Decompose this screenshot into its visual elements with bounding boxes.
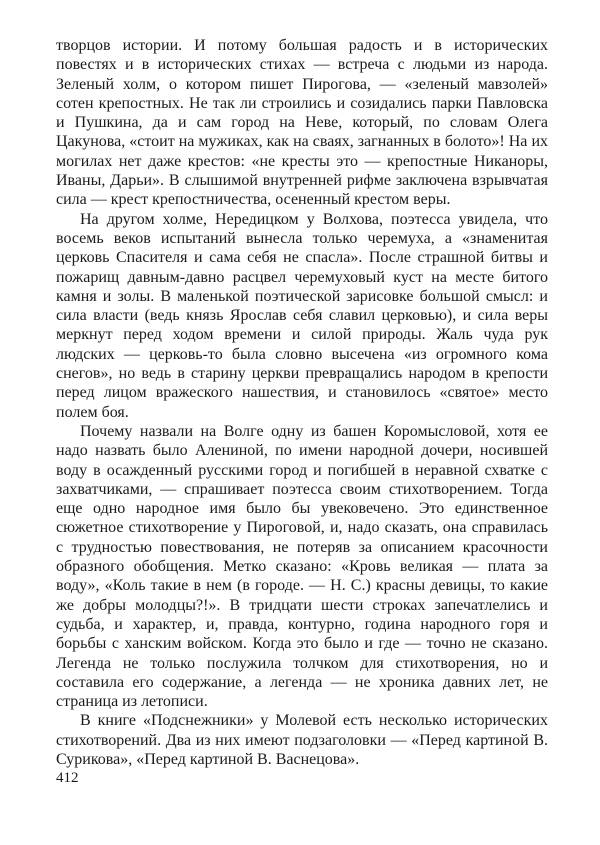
page-number: 412 bbox=[56, 770, 79, 786]
page-body bbox=[56, 36, 548, 769]
paragraph-2: На другом холме, Нередицком у Волхова, поэтесса увидела, что восемь веков испытаний вынесла только черемуха, а «знаменитая церковь Спасителя и сама себя не спасла». После страшной битвы и пожарищ давным-давно расцвел черемуховый куст на месте битого камня и золы. В маленькой поэтической зарисовке большой смысл: и сила власти (ведь князь Ярослав себя славил церковью), и сила веры меркнут перед ходом времени и силой природы. Жаль чуда рук людских — церковь-то была словно высечена «из огромного кома снегов», но ведь в старину церкви превращались народом в крепости перед лицом вражеского нашествия, и становилось «святое» место полем боя. bbox=[56, 210, 548, 421]
paragraph-3: Почему назвали на Волге одну из башен Коромысловой, хотя ее надо назвать было Алениной, по имени народной дочери, носившей воду в осажденный русскими город и погибшей в неравной схватке с захватчиками, — спрашивает поэтесса своим стихотворением. Тогда еще одно народное имя было бы увековечено. Это единственное сюжетное стихотворение у Пироговой, и, надо сказать, она справилась с трудностью повествования, не потеряв за описанием красочности образного обобщения. Метко сказано: «Кровь великая — плата за воду», «Коль такие в нем (в городе. — Н. С.) красны девицы, то какие же добры молодцы?!». В тридцати шести строках запечатлелись и судьба, и характер, и, правда, контурно, година народного горя и борьбы с ханским войском. Когда это было и где — точно не сказано. Легенда не только послужила толчком для стихотворения, но и составила его содержание, а легенда — не хроника давних лет, не страница из летописи. bbox=[56, 422, 548, 711]
paragraph-4: В книге «Подснежники» у Молевой есть несколько исторических стихотворений. Два из них имеют подзаголовки — «Перед картиной В. Сурикова», «Перед картиной В. Васнецова». bbox=[56, 712, 548, 768]
paragraph-1: творцов истории. И потому большая радость и в исторических повестях и в исторических стихах — встреча с людьми из народа. Зеленый холм, о котором пишет Пирогова, — «зеленый мавзолей» сотен крепостных. Не так ли строились и созидались парки Павловска и Пушкина, да и сам город на Неве, который, по словам Олега Цакунова, «стоит на мужиках, как на сваях, загнанных в болото»! На их могилах нет даже крестов: «не кресты это — крепостные Никаноры, Иваны, Дарьи». В слышимой внутренней рифме заключена взрывчатая сила — крест крепостничества, осененный крестом веры. bbox=[56, 37, 548, 209]
